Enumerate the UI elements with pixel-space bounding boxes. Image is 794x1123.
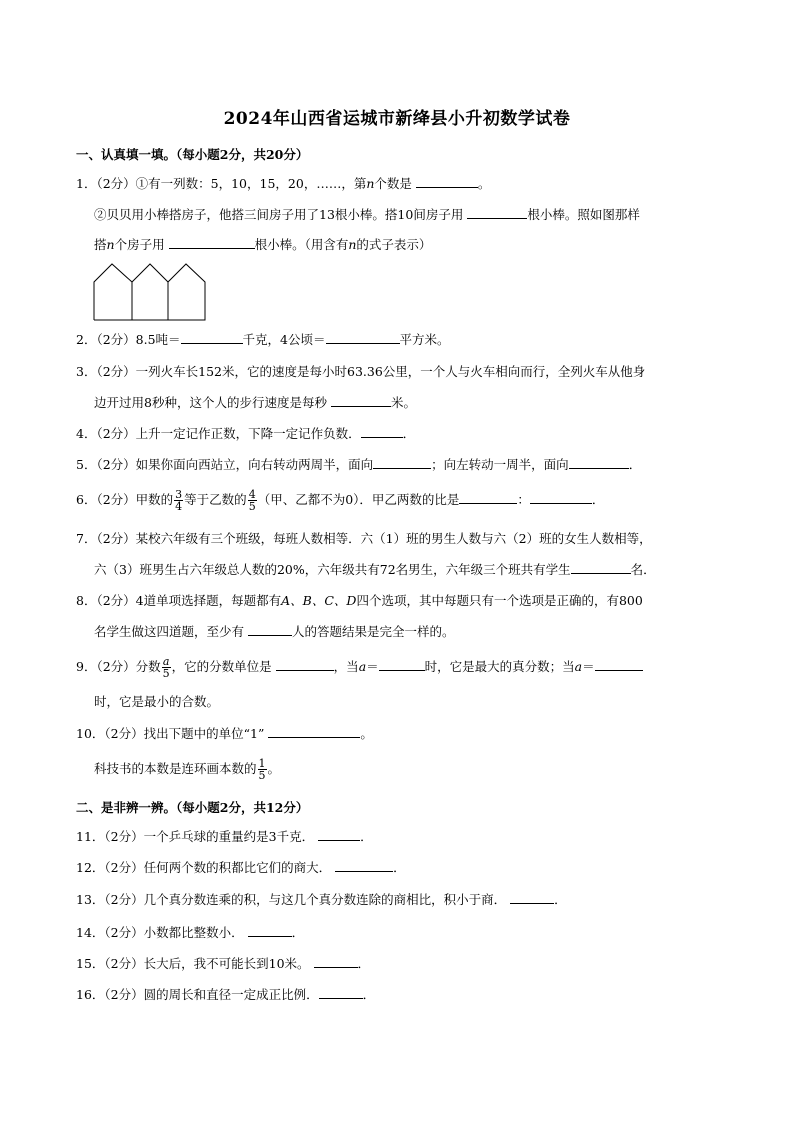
question-2 (76, 331, 450, 349)
q5-number: 5． (76, 457, 97, 472)
question-1-part2-line2 (94, 236, 431, 254)
question-9 (76, 654, 643, 680)
q6-number: 6． (76, 492, 97, 507)
q12-score: （2分） (104, 860, 144, 875)
q14-score: （2分） (104, 925, 144, 940)
question-14 (76, 924, 304, 942)
q6-text-c: （甲、乙都不为0）．甲乙两数的比是 (257, 492, 460, 507)
q5-score: （2分） (96, 457, 136, 472)
q15-end: ． (357, 956, 371, 971)
q2-text-a: 8.5吨＝ (135, 332, 181, 347)
q5-text-c: ． (628, 457, 642, 472)
q16-number: 16． (76, 987, 105, 1002)
house-3 (168, 264, 205, 320)
question-11 (76, 828, 373, 846)
house-2 (132, 264, 168, 320)
q4-number: 4． (76, 426, 97, 441)
q15-answer-blank[interactable] (314, 955, 358, 968)
q9-score: （2分） (96, 659, 136, 674)
q7-number: 7． (76, 531, 97, 546)
q10-score: （2分） (104, 726, 144, 741)
q6-text-e: ． (591, 492, 605, 507)
question-9-line2: 时，它是最小的合数。 (94, 694, 220, 709)
question-8-line2 (94, 623, 455, 641)
q11-number: 11． (76, 829, 105, 844)
q4-text: 上升一定记作正数，下降一定记作负数． (135, 426, 361, 441)
q2-text-b: 千克，4公顷＝ (242, 332, 326, 347)
q10-line2-text: 科技书的本数是连环画本数的 (94, 761, 257, 776)
q2-text-c: 平方米。 (399, 332, 450, 347)
q9-number: 9． (76, 659, 97, 674)
question-3 (76, 363, 645, 381)
question-16 (76, 986, 375, 1004)
q16-text: 圆的周长和直径一定成正比例． (143, 987, 319, 1002)
q3-answer-blank[interactable] (331, 394, 391, 407)
question-13 (76, 891, 567, 909)
q1-part2-mid: 根小棒。照如图那样 (527, 207, 640, 222)
section-1-heading: 一、认真填一填。（每小题2分，共20分） (76, 147, 309, 162)
q12-end: ． (393, 860, 406, 875)
q4-answer-blank[interactable] (361, 425, 403, 438)
question-15 (76, 955, 370, 973)
house-1 (94, 264, 132, 320)
q3-number: 3． (76, 364, 97, 379)
q1-part2-text: ②贝贝用小棒搭房子，他搭三间房子用了13根小棒。搭10间房子用 (94, 207, 464, 222)
q7-score: （2分） (96, 531, 136, 546)
exam-title: 2024年山西省运城市新绛县小升初数学试卷 (223, 109, 571, 129)
q15-score: （2分） (104, 956, 144, 971)
q10-number: 10． (76, 726, 105, 741)
q4-score: （2分） (96, 426, 136, 441)
q8-answer-blank[interactable] (248, 623, 292, 636)
q16-answer-blank[interactable] (319, 986, 363, 999)
question-1-part2 (94, 206, 640, 224)
q5-answer-blank-1[interactable] (373, 456, 431, 469)
q5-answer-blank-2[interactable] (569, 456, 629, 469)
q6-fraction-2 (248, 489, 257, 512)
q10-end: 。 (267, 761, 281, 776)
q3-line2-b: 米。 (390, 395, 416, 410)
q6-fraction-1 (174, 489, 183, 512)
q6-text-d: ： (517, 492, 530, 507)
q9-text-e: 时，它是最大的真分数；当 (424, 659, 575, 674)
q2-answer-blank-2[interactable] (326, 331, 400, 344)
q8-line1-b: 四个选项，其中每题只有一个选项是正确的，有800 (356, 593, 643, 608)
q9-text-c: ，当 (333, 659, 359, 674)
q1-line2-b: 个房子用 (114, 237, 165, 252)
q1-line2-c: 根小棒。（用含有 (254, 237, 349, 252)
q9-fraction (162, 656, 171, 679)
q6-text-a: 甲数的 (135, 492, 174, 507)
q8-number: 8． (76, 593, 97, 608)
q3-line2-a: 边开过用8秒种，这个人的步行速度是每秒 (94, 395, 327, 410)
question-10 (76, 725, 373, 743)
q14-text: 小数都比整数小． (143, 925, 244, 940)
q11-score: （2分） (104, 829, 144, 844)
q15-text: 长大后，我不可能长到10米。 (143, 956, 310, 971)
q12-answer-blank[interactable] (335, 859, 393, 872)
q1-var-n: n (366, 176, 375, 191)
matchstick-houses-figure (92, 262, 208, 322)
section-2-heading: 二、是非辨一辨。（每小题2分，共12分） (76, 800, 309, 815)
q10-denominator: 5 (258, 769, 266, 782)
q2-answer-blank-1[interactable] (181, 331, 243, 344)
q14-number: 14． (76, 925, 105, 940)
q9-var-a: a (358, 659, 367, 674)
q6-f2-numerator: 4 (248, 488, 256, 501)
q10-numerator: 1 (258, 757, 266, 770)
q9-text-f: ＝ (582, 659, 595, 674)
q2-score: （2分） (96, 332, 136, 347)
question-3-line2 (94, 394, 416, 412)
q9-denominator: 5 (162, 667, 170, 680)
q13-end: ． (554, 892, 567, 907)
q8-line1-a: 4道单项选择题，每题都有 (135, 593, 282, 608)
q13-text: 几个真分数连乘的积，与这几个真分数连除的商相比，积小于商． (143, 892, 507, 907)
q16-end: ． (362, 987, 376, 1002)
q9-var-a-2: a (574, 659, 583, 674)
q7-line2-b: 名． (630, 562, 656, 577)
q13-number: 13． (76, 892, 105, 907)
q3-score: （2分） (96, 364, 136, 379)
question-4 (76, 425, 415, 443)
q8-line2-b: 人的答题结果是完全一样的。 (292, 624, 455, 639)
q6-answer-blank-1[interactable] (459, 491, 517, 504)
q7-line2-a: 六（3）班男生占六年级总人数的20%，六年级共有72名男生，六年级三个班共有学生 (94, 562, 571, 577)
q1-line2-var-n: n (106, 237, 115, 252)
q9-text-b: ，它的分数单位是 (171, 659, 272, 674)
q1-answer-blank-1[interactable] (416, 175, 478, 188)
q9-text-d: ＝ (366, 659, 379, 674)
q12-number: 12． (76, 860, 105, 875)
q9-text-a: 分数 (135, 659, 161, 674)
question-8 (76, 592, 643, 610)
q1-part1-text: ①有一列数：5，10，15，20，……，第 (135, 176, 367, 191)
q1-line2-a: 搭 (94, 237, 107, 252)
q10-text-a: 找出下题中的单位“1” (143, 726, 265, 741)
q13-score: （2分） (104, 892, 144, 907)
q7-line1: 某校六年级有三个班级，每班人数相等．六（1）班的男生人数与六（2）班的女生人数相等， (135, 531, 652, 546)
q8-options: A、B、C、D (281, 593, 357, 608)
q1-answer-blank-2[interactable] (467, 206, 527, 219)
q5-text-a: 如果你面向西站立，向右转动两周半，面向 (135, 457, 374, 472)
q8-line2-a: 名学生做这四道题，至少有 (94, 624, 245, 639)
q14-end: ． (291, 925, 305, 940)
q8-score: （2分） (96, 593, 136, 608)
q1-line2-d: 的式子表示） (356, 237, 432, 252)
q14-answer-blank[interactable] (248, 924, 292, 937)
q5-text-b: ；向左转动一周半，面向 (431, 457, 569, 472)
question-7-line2 (94, 561, 656, 579)
q12-text: 任何两个数的积都比它们的商大． (143, 860, 332, 875)
q1-line2-var-n-2: n (348, 237, 357, 252)
q9-answer-blank-2[interactable] (379, 658, 425, 671)
q6-score: （2分） (96, 492, 136, 507)
question-5 (76, 456, 641, 474)
q11-end: ． (360, 829, 373, 844)
q10-fraction (258, 758, 267, 781)
q4-end: ． (402, 426, 416, 441)
q9-answer-blank-3[interactable] (595, 658, 643, 671)
q13-answer-blank[interactable] (510, 891, 554, 904)
q6-f1-denominator: 4 (175, 500, 183, 513)
q16-score: （2分） (104, 987, 144, 1002)
q10-text-b: 。 (360, 726, 373, 741)
q7-answer-blank[interactable] (571, 561, 631, 574)
question-1 (76, 175, 490, 193)
q6-answer-blank-2[interactable] (530, 491, 592, 504)
q2-number: 2． (76, 332, 97, 347)
q3-line1: 一列火车长152米，它的速度是每小时63.36公里，一个人与火车相向而行，全列火车从他身 (135, 364, 646, 379)
q6-f1-numerator: 3 (175, 488, 183, 501)
q1-number: 1． (76, 176, 97, 191)
question-12 (76, 859, 406, 877)
q11-text: 一个乒乓球的重量约是3千克． (143, 829, 315, 844)
q9-numerator: a (162, 655, 170, 668)
q1-part1-end: 。 (477, 176, 491, 191)
q1-answer-blank-3[interactable] (169, 236, 255, 249)
q6-f2-denominator: 5 (248, 500, 256, 513)
q10-answer-blank[interactable] (268, 725, 360, 738)
q1-score: （2分） (96, 176, 136, 191)
q15-number: 15． (76, 956, 105, 971)
question-10-line2 (94, 756, 280, 782)
question-6 (76, 487, 604, 513)
q6-text-b: 等于乙数的 (184, 492, 247, 507)
q11-answer-blank[interactable] (318, 828, 360, 841)
q1-part1-tail: 个数是 (374, 176, 412, 191)
question-7 (76, 530, 652, 548)
q9-answer-blank-1[interactable] (276, 658, 334, 671)
